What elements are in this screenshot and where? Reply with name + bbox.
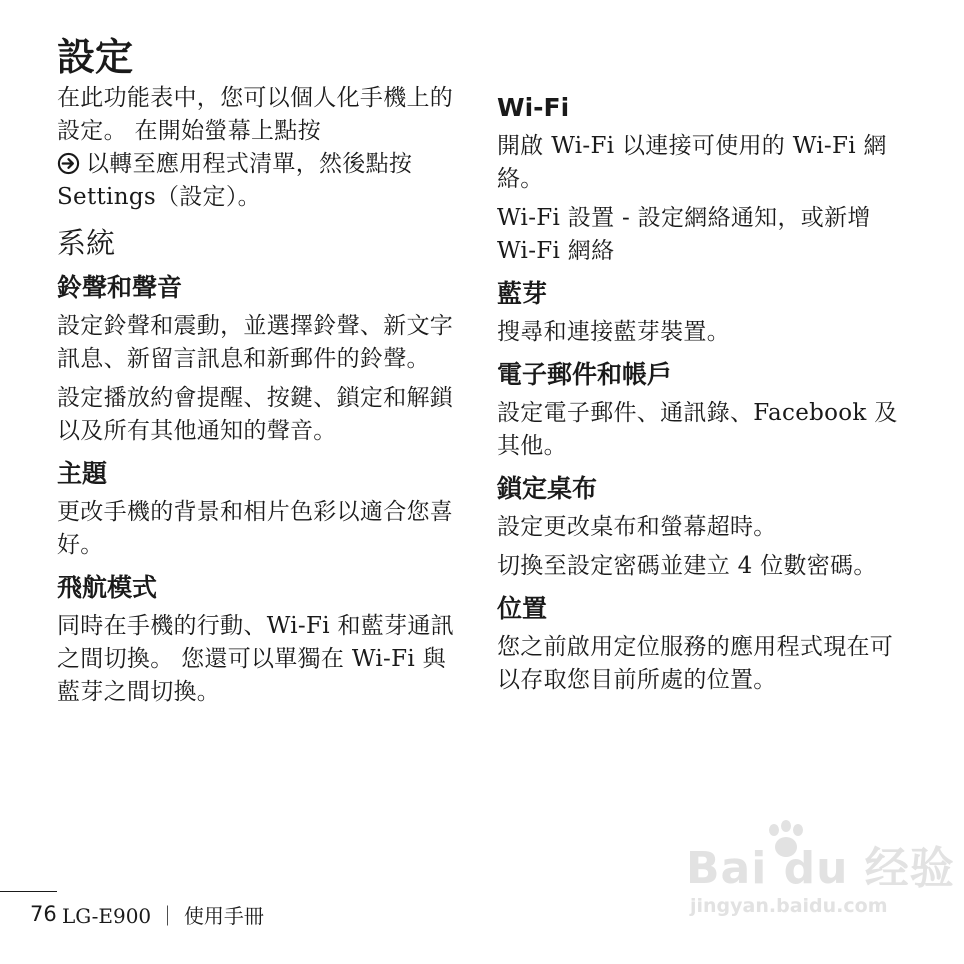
ringtones-paragraph-2: 設定播放約會提醒、按鍵、鎖定和解鎖以及所有其他通知的聲音。: [57, 385, 454, 444]
heading-email-accounts: 電子郵件和帳戶: [497, 360, 673, 389]
airplane-paragraph: 同時在手機的行動、Wi-Fi 和藍芽通訊之間切換。 您還可以單獨在 Wi-Fi 與藍芽之間切換。: [57, 613, 454, 705]
page-number: 76: [30, 902, 57, 926]
footer-label: LG-E900 ｜ 使用手冊: [62, 904, 264, 928]
watermark: [686, 820, 955, 920]
heading-lock-wallpaper: 鎖定桌布: [497, 474, 598, 503]
watermark-url: jingyan.baidu.com: [690, 895, 888, 917]
heading-wifi: Wi-Fi: [497, 93, 570, 122]
circle-arrow-right-icon: [57, 152, 80, 175]
heading-ringtones: 鈴聲和聲音: [57, 273, 183, 302]
lock-paragraph-2: 切換至設定密碼並建立 4 位數密碼。: [497, 553, 877, 579]
watermark-brand: Bai du 经验: [686, 843, 955, 894]
intro-text-1: 在此功能表中，您可以個人化手機上的設定。 在開始螢幕上點按: [57, 85, 454, 144]
theme-paragraph: 更改手機的背景和相片色彩以適合您喜好。: [57, 499, 454, 558]
heading-bluetooth: 藍芽: [497, 279, 548, 308]
heading-airplane-mode: 飛航模式: [57, 573, 158, 602]
wifi-paragraph-1: 開啟 Wi-Fi 以連接可使用的 Wi-Fi 網絡。: [497, 133, 887, 192]
intro-text-2: 以轉至應用程式清單，然後點按 Settings（設定）。: [57, 151, 413, 210]
intro-paragraph: [57, 82, 467, 214]
bluetooth-paragraph: 搜尋和連接藍芽裝置。: [497, 319, 730, 345]
wifi-paragraph-2: Wi-Fi 設置 - 設定網絡通知，或新增 Wi-Fi 網絡: [497, 205, 871, 264]
footer-rule: [0, 891, 57, 892]
location-paragraph: 您之前啟用定位服務的應用程式現在可以存取您目前所處的位置。: [497, 634, 894, 693]
lock-paragraph-1: 設定更改桌布和螢幕超時。: [497, 514, 777, 540]
heading-theme: 主題: [57, 459, 108, 488]
right-column: [497, 82, 907, 703]
heading-location: 位置: [497, 594, 548, 623]
page-title: 設定: [57, 35, 134, 79]
left-column: [57, 82, 467, 715]
section-title-system: 系統: [57, 226, 116, 260]
ringtones-paragraph-1: 設定鈴聲和震動，並選擇鈴聲、新文字訊息、新留言訊息和新郵件的鈴聲。: [57, 313, 454, 372]
email-paragraph: 設定電子郵件、通訊錄、Facebook 及其他。: [497, 400, 898, 459]
